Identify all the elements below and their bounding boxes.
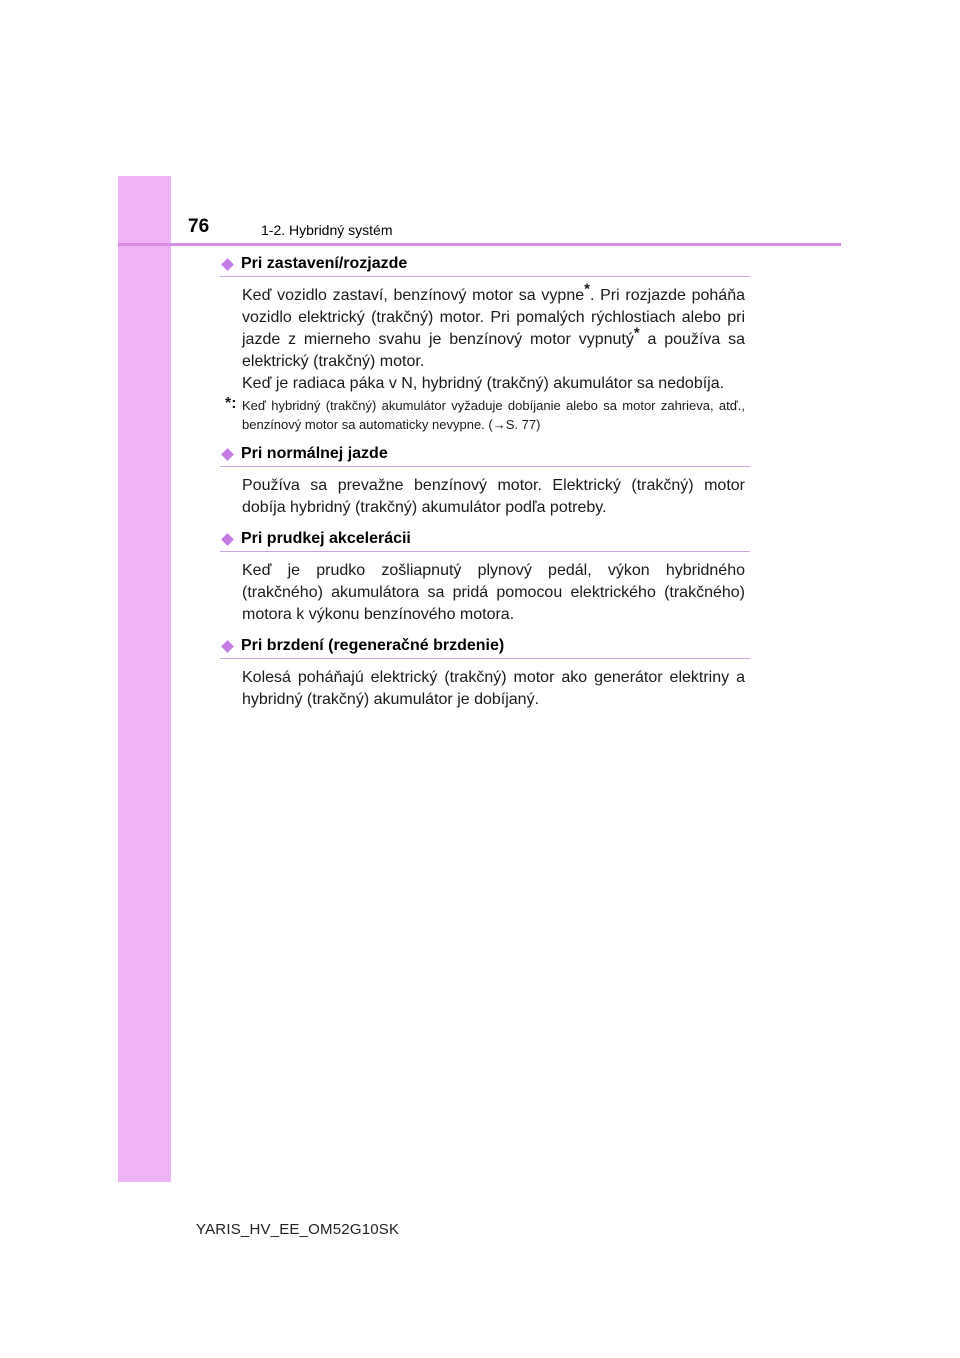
page-content <box>220 252 750 711</box>
diamond-bullet-icon <box>221 448 234 461</box>
paragraph-text: a používa sa elektrický (trakčný) motor. <box>242 331 745 370</box>
heading-text: Pri brzdení (regeneračné brzdenie) <box>241 637 505 654</box>
chapter-sidebar-tab <box>118 176 171 1182</box>
heading-acceleration <box>220 527 750 552</box>
diamond-bullet-icon <box>221 258 234 271</box>
paragraph-text: . Pri rozjazde poháňa vozidlo elektrický (trakčný) motor. Pri pomalých rýchlostiach alebo pri jazde z mierneho svahu je benzínový motor vypnutý <box>242 287 746 348</box>
heading-braking <box>220 634 750 659</box>
paragraph-stopping-starting <box>242 280 746 373</box>
footnote-asterisk: * <box>584 280 590 298</box>
header-divider <box>118 243 841 246</box>
paragraph-acceleration: Keď je prudko zošliapnutý plynový pedál, výkon hybridného (trakčného) akumulátora sa pridá pomocou elektrického (trakčného) motora k výkonu benzínového motora. <box>242 562 745 623</box>
diamond-bullet-icon <box>221 533 234 546</box>
page-number: 76 <box>188 216 210 237</box>
footnote <box>225 395 745 434</box>
heading-text: Pri prudkej akcelerácii <box>241 530 411 547</box>
paragraph-text: Keď vozidlo zastaví, benzínový motor sa vypne <box>242 287 585 304</box>
diamond-bullet-icon <box>221 640 234 653</box>
heading-normal-driving <box>220 442 750 467</box>
heading-text: Pri zastavení/rozjazde <box>241 255 408 272</box>
heading-text: Pri normálnej jazde <box>241 445 388 462</box>
document-code: YARIS_HV_EE_OM52G10SK <box>196 1221 400 1238</box>
paragraph-neutral: Keď je radiaca páka v N, hybridný (trakčný) akumulátor sa nedobíja. <box>242 375 725 392</box>
footnote-text: Keď hybridný (trakčný) akumulátor vyžaduje dobíjanie alebo sa motor zahrieva, atď., benzínový motor sa automaticky nevypne. (→S. 77) <box>242 398 745 432</box>
paragraph-normal-driving: Používa sa prevažne benzínový motor. Elektrický (trakčný) motor dobíja hybridný (trakčný) akumulátor podľa potreby. <box>242 477 745 516</box>
section-title: 1-2. Hybridný systém <box>261 222 393 238</box>
paragraph-braking: Kolesá poháňajú elektrický (trakčný) motor ako generátor elektriny a hybridný (trakčný) akumulátor je dobíjaný. <box>242 669 745 708</box>
footnote-mark: *: <box>225 395 237 412</box>
footnote-asterisk: * <box>633 324 640 342</box>
heading-stopping-starting <box>220 252 750 277</box>
